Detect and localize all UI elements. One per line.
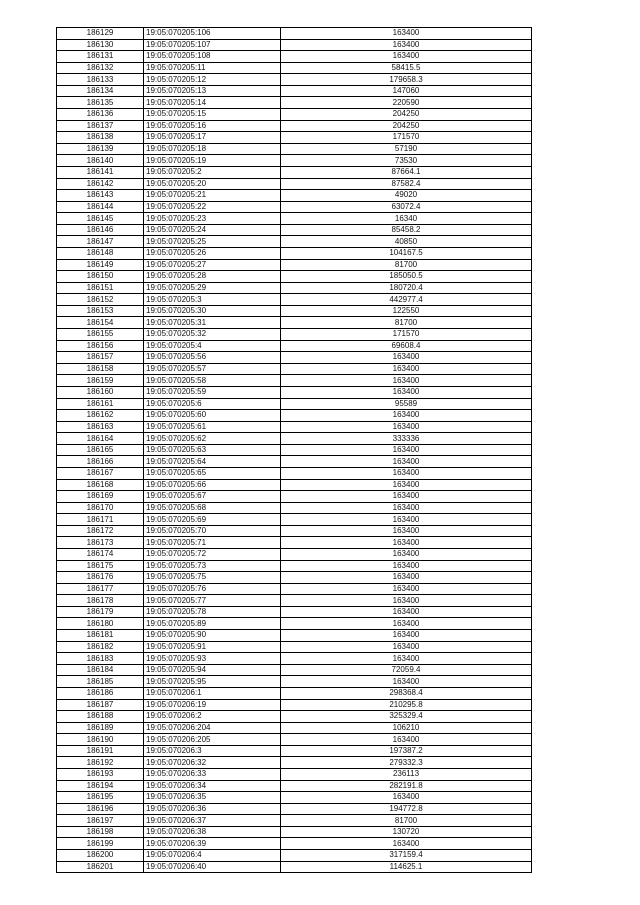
table-row xyxy=(57,583,532,595)
row-number-cell: 186188 xyxy=(57,711,144,723)
table-row xyxy=(57,201,532,213)
row-number-cell: 186143 xyxy=(57,190,144,202)
value-cell: 317159.4 xyxy=(281,850,532,862)
cadastral-number-cell: 19:05:070205:32 xyxy=(144,329,281,341)
value-cell: 163400 xyxy=(281,514,532,526)
cadastral-number-cell: 19:05:070205:22 xyxy=(144,201,281,213)
row-number-cell: 186159 xyxy=(57,375,144,387)
cadastral-number-cell: 19:05:070205:60 xyxy=(144,410,281,422)
table-row xyxy=(57,433,532,445)
cadastral-number-cell: 19:05:070205:94 xyxy=(144,664,281,676)
cadastral-number-cell: 19:05:070205:17 xyxy=(144,132,281,144)
row-number-cell: 186171 xyxy=(57,514,144,526)
value-cell: 87582.4 xyxy=(281,178,532,190)
row-number-cell: 186167 xyxy=(57,467,144,479)
row-number-cell: 186153 xyxy=(57,305,144,317)
table-row xyxy=(57,178,532,190)
table-row xyxy=(57,525,532,537)
cadastral-number-cell: 19:05:070205:57 xyxy=(144,363,281,375)
table-row xyxy=(57,815,532,827)
table-row xyxy=(57,282,532,294)
row-number-cell: 186200 xyxy=(57,850,144,862)
table-row xyxy=(57,28,532,40)
value-cell: 197387.2 xyxy=(281,745,532,757)
table-row xyxy=(57,410,532,422)
cadastral-number-cell: 19:05:070205:68 xyxy=(144,502,281,514)
table-row xyxy=(57,514,532,526)
cadastral-number-cell: 19:05:070205:95 xyxy=(144,676,281,688)
row-number-cell: 186161 xyxy=(57,398,144,410)
value-cell: 185050.5 xyxy=(281,271,532,283)
row-number-cell: 186158 xyxy=(57,363,144,375)
cadastral-number-cell: 19:05:070205:93 xyxy=(144,653,281,665)
value-cell: 104167.5 xyxy=(281,247,532,259)
cadastral-number-cell: 19:05:070205:108 xyxy=(144,51,281,63)
table-row xyxy=(57,143,532,155)
table-row xyxy=(57,745,532,757)
table-row xyxy=(57,51,532,63)
cadastral-number-cell: 19:05:070205:11 xyxy=(144,62,281,74)
row-number-cell: 186169 xyxy=(57,491,144,503)
cadastral-number-cell: 19:05:070205:67 xyxy=(144,491,281,503)
table-row xyxy=(57,572,532,584)
cadastral-number-cell: 19:05:070206:3 xyxy=(144,745,281,757)
table-row xyxy=(57,850,532,862)
value-cell: 58415.5 xyxy=(281,62,532,74)
cadastral-number-cell: 19:05:070205:3 xyxy=(144,294,281,306)
table-row xyxy=(57,247,532,259)
row-number-cell: 186189 xyxy=(57,722,144,734)
value-cell: 81700 xyxy=(281,259,532,271)
table-row xyxy=(57,595,532,607)
table-row xyxy=(57,826,532,838)
cadastral-number-cell: 19:05:070206:32 xyxy=(144,757,281,769)
table-row xyxy=(57,838,532,850)
table-row xyxy=(57,803,532,815)
table-row xyxy=(57,676,532,688)
cadastral-number-cell: 19:05:070206:37 xyxy=(144,815,281,827)
row-number-cell: 186133 xyxy=(57,74,144,86)
table-row xyxy=(57,606,532,618)
table-row xyxy=(57,132,532,144)
cadastral-number-cell: 19:05:070205:70 xyxy=(144,525,281,537)
value-cell: 49020 xyxy=(281,190,532,202)
cadastral-number-cell: 19:05:070205:56 xyxy=(144,352,281,364)
row-number-cell: 186170 xyxy=(57,502,144,514)
cadastral-number-cell: 19:05:070205:15 xyxy=(144,109,281,121)
table-row xyxy=(57,560,532,572)
cadastral-number-cell: 19:05:070205:23 xyxy=(144,213,281,225)
table-row xyxy=(57,641,532,653)
row-number-cell: 186151 xyxy=(57,282,144,294)
value-cell: 163400 xyxy=(281,838,532,850)
value-cell: 16340 xyxy=(281,213,532,225)
table-row xyxy=(57,190,532,202)
cadastral-number-cell: 19:05:070205:26 xyxy=(144,247,281,259)
value-cell: 163400 xyxy=(281,641,532,653)
cadastral-number-cell: 19:05:070206:40 xyxy=(144,861,281,873)
row-number-cell: 186154 xyxy=(57,317,144,329)
row-number-cell: 186179 xyxy=(57,606,144,618)
cadastral-number-cell: 19:05:070205:27 xyxy=(144,259,281,271)
value-cell: 163400 xyxy=(281,676,532,688)
row-number-cell: 186152 xyxy=(57,294,144,306)
row-number-cell: 186131 xyxy=(57,51,144,63)
cadastral-number-cell: 19:05:070206:35 xyxy=(144,792,281,804)
value-cell: 57190 xyxy=(281,143,532,155)
cadastral-number-cell: 19:05:070205:75 xyxy=(144,572,281,584)
cadastral-number-cell: 19:05:070205:90 xyxy=(144,630,281,642)
table-row xyxy=(57,317,532,329)
cadastral-number-cell: 19:05:070205:78 xyxy=(144,606,281,618)
cadastral-number-cell: 19:05:070206:33 xyxy=(144,769,281,781)
table-row xyxy=(57,664,532,676)
value-cell: 163400 xyxy=(281,410,532,422)
value-cell: 171570 xyxy=(281,329,532,341)
cadastral-number-cell: 19:05:070206:4 xyxy=(144,850,281,862)
row-number-cell: 186186 xyxy=(57,687,144,699)
value-cell: 163400 xyxy=(281,421,532,433)
value-cell: 163400 xyxy=(281,39,532,51)
row-number-cell: 186176 xyxy=(57,572,144,584)
cadastral-number-cell: 19:05:070205:21 xyxy=(144,190,281,202)
table-row xyxy=(57,653,532,665)
table-row xyxy=(57,236,532,248)
row-number-cell: 186191 xyxy=(57,745,144,757)
value-cell: 63072.4 xyxy=(281,201,532,213)
value-cell: 442977.4 xyxy=(281,294,532,306)
table-body xyxy=(57,28,532,873)
value-cell: 279332.3 xyxy=(281,757,532,769)
row-number-cell: 186196 xyxy=(57,803,144,815)
table-row xyxy=(57,74,532,86)
row-number-cell: 186136 xyxy=(57,109,144,121)
cadastral-number-cell: 19:05:070205:71 xyxy=(144,537,281,549)
value-cell: 163400 xyxy=(281,479,532,491)
cadastral-number-cell: 19:05:070206:1 xyxy=(144,687,281,699)
row-number-cell: 186157 xyxy=(57,352,144,364)
row-number-cell: 186145 xyxy=(57,213,144,225)
value-cell: 40850 xyxy=(281,236,532,248)
table-row xyxy=(57,109,532,121)
value-cell: 298368.4 xyxy=(281,687,532,699)
row-number-cell: 186140 xyxy=(57,155,144,167)
row-number-cell: 186197 xyxy=(57,815,144,827)
table-row xyxy=(57,398,532,410)
value-cell: 163400 xyxy=(281,549,532,561)
value-cell: 87664.1 xyxy=(281,166,532,178)
row-number-cell: 186195 xyxy=(57,792,144,804)
value-cell: 163400 xyxy=(281,630,532,642)
row-number-cell: 186130 xyxy=(57,39,144,51)
data-table xyxy=(56,27,532,873)
row-number-cell: 186172 xyxy=(57,525,144,537)
row-number-cell: 186177 xyxy=(57,583,144,595)
table-row xyxy=(57,305,532,317)
table-row xyxy=(57,502,532,514)
table-row xyxy=(57,97,532,109)
table-row xyxy=(57,294,532,306)
value-cell: 81700 xyxy=(281,317,532,329)
cadastral-number-cell: 19:05:070205:72 xyxy=(144,549,281,561)
cadastral-number-cell: 19:05:070205:77 xyxy=(144,595,281,607)
row-number-cell: 186183 xyxy=(57,653,144,665)
row-number-cell: 186146 xyxy=(57,224,144,236)
value-cell: 333336 xyxy=(281,433,532,445)
cadastral-number-cell: 19:05:070205:106 xyxy=(144,28,281,40)
value-cell: 122550 xyxy=(281,305,532,317)
value-cell: 210295.8 xyxy=(281,699,532,711)
row-number-cell: 186190 xyxy=(57,734,144,746)
cadastral-number-cell: 19:05:070205:12 xyxy=(144,74,281,86)
cadastral-number-cell: 19:05:070205:89 xyxy=(144,618,281,630)
row-number-cell: 186142 xyxy=(57,178,144,190)
table-row xyxy=(57,861,532,873)
table-row xyxy=(57,85,532,97)
table-row xyxy=(57,618,532,630)
value-cell: 69608.4 xyxy=(281,340,532,352)
table-row xyxy=(57,259,532,271)
value-cell: 163400 xyxy=(281,572,532,584)
value-cell: 147060 xyxy=(281,85,532,97)
table-row xyxy=(57,780,532,792)
table-row xyxy=(57,630,532,642)
cadastral-number-cell: 19:05:070205:62 xyxy=(144,433,281,445)
row-number-cell: 186175 xyxy=(57,560,144,572)
value-cell: 163400 xyxy=(281,352,532,364)
cadastral-number-cell: 19:05:070206:204 xyxy=(144,722,281,734)
table-row xyxy=(57,687,532,699)
value-cell: 220590 xyxy=(281,97,532,109)
cadastral-number-cell: 19:05:070205:69 xyxy=(144,514,281,526)
value-cell: 163400 xyxy=(281,51,532,63)
row-number-cell: 186137 xyxy=(57,120,144,132)
table-row xyxy=(57,375,532,387)
cadastral-number-cell: 19:05:070206:38 xyxy=(144,826,281,838)
row-number-cell: 186160 xyxy=(57,386,144,398)
row-number-cell: 186168 xyxy=(57,479,144,491)
row-number-cell: 186150 xyxy=(57,271,144,283)
row-number-cell: 186144 xyxy=(57,201,144,213)
value-cell: 282191.8 xyxy=(281,780,532,792)
row-number-cell: 186163 xyxy=(57,421,144,433)
table-row xyxy=(57,722,532,734)
cadastral-number-cell: 19:05:070205:31 xyxy=(144,317,281,329)
cadastral-number-cell: 19:05:070205:20 xyxy=(144,178,281,190)
value-cell: 163400 xyxy=(281,502,532,514)
value-cell: 163400 xyxy=(281,618,532,630)
cadastral-number-cell: 19:05:070205:25 xyxy=(144,236,281,248)
table-row xyxy=(57,792,532,804)
row-number-cell: 186182 xyxy=(57,641,144,653)
value-cell: 163400 xyxy=(281,537,532,549)
cadastral-number-cell: 19:05:070206:39 xyxy=(144,838,281,850)
cadastral-number-cell: 19:05:070205:29 xyxy=(144,282,281,294)
table-row xyxy=(57,352,532,364)
cadastral-number-cell: 19:05:070205:91 xyxy=(144,641,281,653)
row-number-cell: 186201 xyxy=(57,861,144,873)
cadastral-number-cell: 19:05:070205:66 xyxy=(144,479,281,491)
row-number-cell: 186134 xyxy=(57,85,144,97)
cadastral-number-cell: 19:05:070205:76 xyxy=(144,583,281,595)
value-cell: 163400 xyxy=(281,467,532,479)
cadastral-number-cell: 19:05:070206:19 xyxy=(144,699,281,711)
row-number-cell: 186192 xyxy=(57,757,144,769)
row-number-cell: 186178 xyxy=(57,595,144,607)
value-cell: 163400 xyxy=(281,583,532,595)
table-row xyxy=(57,734,532,746)
table-row xyxy=(57,421,532,433)
table-row xyxy=(57,537,532,549)
value-cell: 163400 xyxy=(281,386,532,398)
row-number-cell: 186148 xyxy=(57,247,144,259)
value-cell: 325329.4 xyxy=(281,711,532,723)
table-row xyxy=(57,62,532,74)
row-number-cell: 186193 xyxy=(57,769,144,781)
table-row xyxy=(57,711,532,723)
value-cell: 194772.8 xyxy=(281,803,532,815)
value-cell: 163400 xyxy=(281,491,532,503)
cadastral-number-cell: 19:05:070205:65 xyxy=(144,467,281,479)
value-cell: 163400 xyxy=(281,525,532,537)
cadastral-number-cell: 19:05:070206:205 xyxy=(144,734,281,746)
cadastral-number-cell: 19:05:070205:6 xyxy=(144,398,281,410)
row-number-cell: 186156 xyxy=(57,340,144,352)
value-cell: 179658.3 xyxy=(281,74,532,86)
row-number-cell: 186147 xyxy=(57,236,144,248)
row-number-cell: 186141 xyxy=(57,166,144,178)
table-row xyxy=(57,155,532,167)
cadastral-number-cell: 19:05:070205:61 xyxy=(144,421,281,433)
row-number-cell: 186165 xyxy=(57,444,144,456)
value-cell: 163400 xyxy=(281,363,532,375)
value-cell: 204250 xyxy=(281,120,532,132)
value-cell: 95589 xyxy=(281,398,532,410)
value-cell: 180720.4 xyxy=(281,282,532,294)
row-number-cell: 186164 xyxy=(57,433,144,445)
row-number-cell: 186187 xyxy=(57,699,144,711)
table-row xyxy=(57,467,532,479)
value-cell: 163400 xyxy=(281,734,532,746)
value-cell: 163400 xyxy=(281,653,532,665)
value-cell: 72059.4 xyxy=(281,664,532,676)
cadastral-number-cell: 19:05:070205:14 xyxy=(144,97,281,109)
table-row xyxy=(57,166,532,178)
table-row xyxy=(57,549,532,561)
cadastral-number-cell: 19:05:070205:73 xyxy=(144,560,281,572)
value-cell: 73530 xyxy=(281,155,532,167)
cadastral-number-cell: 19:05:070206:34 xyxy=(144,780,281,792)
value-cell: 163400 xyxy=(281,375,532,387)
cadastral-number-cell: 19:05:070206:2 xyxy=(144,711,281,723)
row-number-cell: 186166 xyxy=(57,456,144,468)
table-row xyxy=(57,444,532,456)
value-cell: 163400 xyxy=(281,456,532,468)
row-number-cell: 186181 xyxy=(57,630,144,642)
row-number-cell: 186129 xyxy=(57,28,144,40)
cadastral-number-cell: 19:05:070205:24 xyxy=(144,224,281,236)
cadastral-number-cell: 19:05:070205:4 xyxy=(144,340,281,352)
row-number-cell: 186149 xyxy=(57,259,144,271)
row-number-cell: 186135 xyxy=(57,97,144,109)
table-row xyxy=(57,757,532,769)
row-number-cell: 186180 xyxy=(57,618,144,630)
table-row xyxy=(57,213,532,225)
cadastral-number-cell: 19:05:070205:28 xyxy=(144,271,281,283)
table-row xyxy=(57,224,532,236)
value-cell: 171570 xyxy=(281,132,532,144)
cadastral-number-cell: 19:05:070205:59 xyxy=(144,386,281,398)
row-number-cell: 186185 xyxy=(57,676,144,688)
cadastral-number-cell: 19:05:070205:19 xyxy=(144,155,281,167)
cadastral-number-cell: 19:05:070206:36 xyxy=(144,803,281,815)
value-cell: 85458.2 xyxy=(281,224,532,236)
row-number-cell: 186162 xyxy=(57,410,144,422)
cadastral-number-cell: 19:05:070205:2 xyxy=(144,166,281,178)
table-row xyxy=(57,39,532,51)
value-cell: 114625.1 xyxy=(281,861,532,873)
cadastral-number-cell: 19:05:070205:107 xyxy=(144,39,281,51)
cadastral-number-cell: 19:05:070205:18 xyxy=(144,143,281,155)
table-row xyxy=(57,120,532,132)
row-number-cell: 186199 xyxy=(57,838,144,850)
value-cell: 163400 xyxy=(281,560,532,572)
table-row xyxy=(57,491,532,503)
cadastral-number-cell: 19:05:070205:63 xyxy=(144,444,281,456)
table-row xyxy=(57,363,532,375)
table-row xyxy=(57,479,532,491)
value-cell: 163400 xyxy=(281,28,532,40)
table-row xyxy=(57,271,532,283)
table-row xyxy=(57,340,532,352)
value-cell: 163400 xyxy=(281,606,532,618)
row-number-cell: 186132 xyxy=(57,62,144,74)
row-number-cell: 186173 xyxy=(57,537,144,549)
cadastral-number-cell: 19:05:070205:30 xyxy=(144,305,281,317)
row-number-cell: 186184 xyxy=(57,664,144,676)
value-cell: 236113 xyxy=(281,769,532,781)
value-cell: 130720 xyxy=(281,826,532,838)
cadastral-number-cell: 19:05:070205:64 xyxy=(144,456,281,468)
table-row xyxy=(57,699,532,711)
row-number-cell: 186139 xyxy=(57,143,144,155)
value-cell: 81700 xyxy=(281,815,532,827)
value-cell: 163400 xyxy=(281,595,532,607)
row-number-cell: 186155 xyxy=(57,329,144,341)
table-row xyxy=(57,329,532,341)
row-number-cell: 186194 xyxy=(57,780,144,792)
table-row xyxy=(57,386,532,398)
row-number-cell: 186174 xyxy=(57,549,144,561)
cadastral-number-cell: 19:05:070205:16 xyxy=(144,120,281,132)
row-number-cell: 186198 xyxy=(57,826,144,838)
row-number-cell: 186138 xyxy=(57,132,144,144)
value-cell: 163400 xyxy=(281,444,532,456)
cadastral-number-cell: 19:05:070205:58 xyxy=(144,375,281,387)
value-cell: 163400 xyxy=(281,792,532,804)
table-row xyxy=(57,769,532,781)
value-cell: 106210 xyxy=(281,722,532,734)
table-row xyxy=(57,456,532,468)
cadastral-number-cell: 19:05:070205:13 xyxy=(144,85,281,97)
value-cell: 204250 xyxy=(281,109,532,121)
